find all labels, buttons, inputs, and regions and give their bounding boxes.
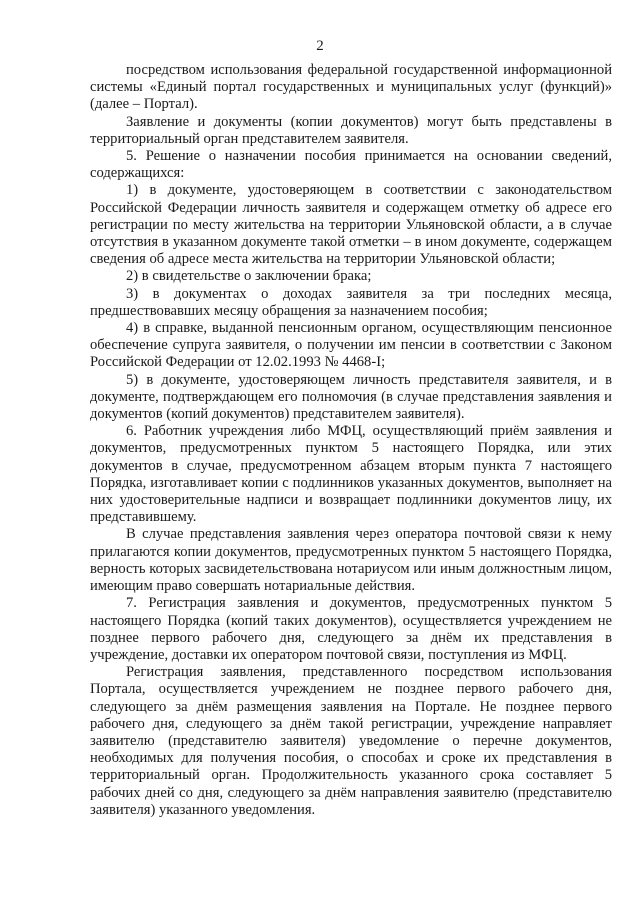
- paragraph-item-5: 5. Решение о назначении пособия принимается на основании сведений, содержащихся:: [90, 148, 612, 182]
- paragraph-representative: Заявление и документы (копии документов) могут быть представлены в территориальный орган представителем заявителя.: [90, 113, 612, 147]
- paragraph-subitem-5: 5) в документе, удостоверяющем личность представителя заявителя, и в документе, подтверждающем его полномочия (в случае представления заявления и документов (копий документов) представителем заявителя).: [90, 371, 612, 423]
- document-body: [90, 62, 612, 819]
- page-number: 2: [316, 38, 324, 54]
- paragraph-postal: В случае представления заявления через оператора почтовой связи к нему прилагаются копии документов, предусмотренных пунктом 5 настоящего Порядка, верность которых засвидетельствована нотариусом или иным должностным лицом, имеющим право совершать нотариальные действия.: [90, 526, 612, 595]
- paragraph-subitem-3: 3) в документах о доходах заявителя за три последних месяца, предшествовавших месяцу обращения за назначением пособия;: [90, 285, 612, 319]
- paragraph-subitem-4: 4) в справке, выданной пенсионным органом, осуществляющим пенсионное обеспечение супруга заявителя, о получении им пенсии в соответствии с Законом Российской Федерации от 12.02.1993 № 4468-I;: [90, 320, 612, 371]
- paragraph-portal-registration: Регистрация заявления, представленного посредством использования Портала, осуществляется учреждением не позднее первого рабочего дня, следующего за днём размещения заявления на Портале. Не позднее первого рабочего дня, следующего за днём такой регистрации, учреждение направляет заявителю (представителю заявителя) уведомление о перечне документов, необходимых для получения пособия, о способах и сроке их представления в территориальный орган. Продолжительность указанного срока составляет 5 рабочих дней со дня, следующего за днём направления заявителю (представителю заявителя) указанного уведомления.: [90, 664, 612, 818]
- paragraph-item-7: 7. Регистрация заявления и документов, предусмотренных пунктом 5 настоящего Порядка (копий таких документов), осуществляется учреждением не позднее первого рабочего дня, следующего за днём их представления в учреждение, доставки их оператором почтовой связи, поступления из МФЦ.: [90, 595, 612, 663]
- paragraph-portal-continuation: посредством использования федеральной государственной информационной системы «Единый портал государственных и муниципальных услуг (функций)» (далее – Портал).: [90, 62, 612, 113]
- paragraph-subitem-1: 1) в документе, удостоверяющем в соответствии с законодательством Российской Федерации личность заявителя и содержащем отметку об адресе его регистрации по месту жительства на территории Ульяновской области, а в случае отсутствия в указанном документе такой отметки – в ином документе, содержащем сведения об адресе места жительства на территории Ульяновской области;: [90, 182, 612, 268]
- paragraph-subitem-2: 2) в свидетельстве о заключении брака;: [126, 268, 372, 285]
- paragraph-item-6: 6. Работник учреждения либо МФЦ, осуществляющий приём заявления и документов, предусмотренных пунктом 5 настоящего Порядка, или этих документов в случае, предусмотренном абзацем вторым пункта 7 настоящего Порядка, изготавливает копии с подлинников указанных документов, выполняет на них удостоверительные надписи и возвращает подлинники документов лицу, их представившему.: [90, 423, 612, 526]
